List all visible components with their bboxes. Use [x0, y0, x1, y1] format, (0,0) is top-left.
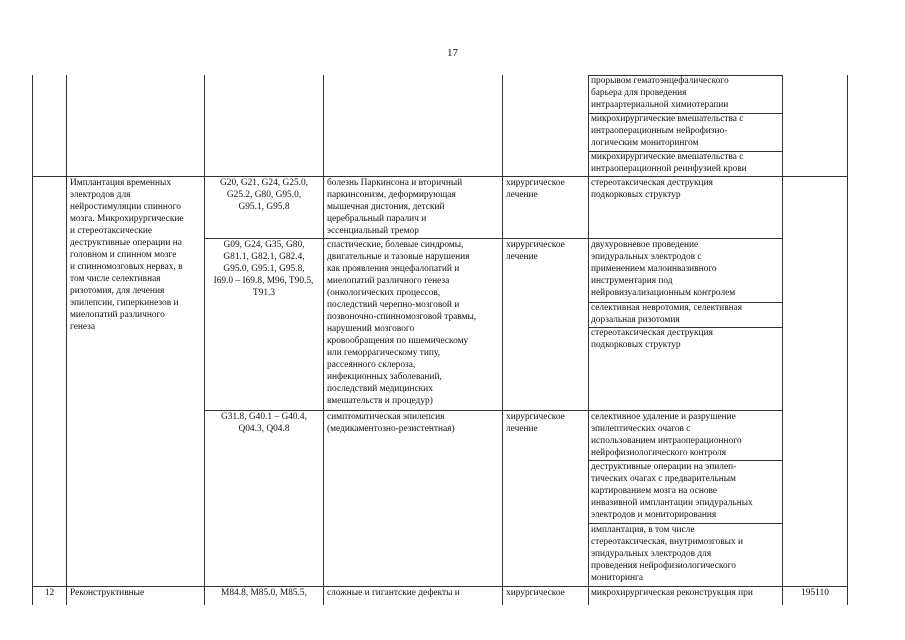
- method-text: проведения нейрофизиологического: [591, 561, 736, 571]
- disease-text: паркинсонизм, деформирующая: [327, 190, 456, 200]
- method-text: деструктивные операции на эпилеп-: [591, 462, 737, 472]
- treatment-type: лечение: [506, 252, 538, 262]
- disease-text: вмешательств и процедур): [327, 396, 433, 406]
- method-text: мониторинга: [591, 573, 644, 583]
- icd-codes: I69.0 – I69.8, M96, T90.5,: [213, 276, 314, 286]
- procedure-name: том числе селективная: [70, 274, 161, 284]
- rule-method-5: [588, 460, 782, 461]
- rule-col-2: [204, 75, 205, 605]
- method-text: эпидуральных электродов для: [591, 549, 712, 559]
- method-text: подкорковых структур: [591, 190, 681, 200]
- disease-text: симптоматическая эпилепсия: [327, 412, 445, 422]
- icd-codes: G95.0, G95.1, G95.8,: [223, 264, 305, 274]
- method-text: имплантация, в том числе: [591, 525, 695, 535]
- treatment-type: хирургическое: [506, 178, 565, 188]
- disease-text: эссенциальный тремор: [327, 226, 419, 236]
- method-text: дорзальная ризотомия: [591, 315, 680, 325]
- procedure-name: и стереотаксические: [70, 226, 153, 236]
- procedure-name: и спинномозговых нервах, в: [70, 262, 183, 272]
- disease-text: кровообращения по ишемическому: [327, 336, 469, 346]
- icd-codes: G31.8, G40.1 – G40.4,: [221, 412, 307, 422]
- method-text: тических очагах с предварительным: [591, 474, 736, 484]
- disease-text: последствий черепно-мозговой и: [327, 300, 460, 310]
- disease-text: болезнь Паркинсона и вторичный: [327, 178, 463, 188]
- disease-text: позвоночно-спинномозговой травмы,: [327, 312, 477, 322]
- rule-group-2: [204, 410, 782, 411]
- procedure-name: головном и спинном мозге: [70, 250, 177, 260]
- method-text: микрохирургические вмешательства с: [591, 114, 744, 124]
- rule-col-5: [588, 75, 589, 605]
- disease-text: мышечная дистония, детский: [327, 202, 445, 212]
- icd-codes: G25.2, G80, G95.0,: [226, 190, 302, 200]
- page-number: 17: [447, 47, 458, 59]
- method-text: стереотаксическая деструкция: [591, 178, 713, 188]
- method-text: селективное удаление и разрушение: [591, 412, 736, 422]
- method-text: нейровизуализационным контролем: [591, 288, 736, 298]
- disease-text: как проявления энцефалопатий и: [327, 264, 460, 274]
- disease-text: нарушений мозгового: [327, 324, 415, 334]
- disease-text: или геморрагическому типу,: [327, 348, 441, 358]
- method-text: использованием интраоперационного: [591, 436, 742, 446]
- icd-codes: G09, G24, G35, G80,: [223, 240, 305, 250]
- icd-codes: G20, G21, G24, G25.0,: [219, 178, 309, 188]
- method-text: инструментария под: [591, 276, 673, 286]
- row-number: 12: [44, 588, 55, 598]
- disease-text: церебральный паралич и: [327, 214, 427, 224]
- procedure-name: деструктивные операции на: [70, 238, 182, 248]
- method-text: стереотаксическая деструкция: [591, 328, 713, 338]
- procedure-name: миелопатий различного: [70, 310, 165, 320]
- method-text: микрохирургические вмешательства с: [591, 152, 744, 162]
- procedure-name: нейростимуляции спинного: [70, 202, 181, 212]
- method-text: интраоперационным нейрофизио-: [591, 126, 728, 136]
- treatment-type: хирургическое: [506, 588, 565, 598]
- method-text: применением малоинвазивного: [591, 264, 717, 274]
- method-text: инвазивной имплантации эпидуральных: [591, 498, 753, 508]
- method-text: нейрофизиологического контроля: [591, 448, 727, 458]
- procedure-name: Реконструктивные: [70, 588, 145, 598]
- method-text: интраоперационной реинфузией крови: [591, 164, 747, 174]
- rule-col-1: [66, 75, 67, 605]
- treatment-type: хирургическое: [506, 240, 565, 250]
- icd-codes: T91.3: [252, 288, 276, 298]
- treatment-type: хирургическое: [506, 412, 565, 422]
- method-text: стереотаксическая, внутримозговых и: [591, 537, 743, 547]
- procedure-name: мозга. Микрохирургические: [70, 214, 184, 224]
- method-text: селективная невротомия, селективная: [591, 303, 743, 313]
- rule-col-0: [32, 75, 33, 605]
- procedure-name: ризотомия, для лечения: [70, 286, 165, 296]
- rule-method-6: [588, 523, 782, 524]
- procedure-name: генеза: [70, 322, 96, 332]
- procedure-name: эпилепсии, гиперкинезов и: [70, 298, 179, 308]
- method-text: эпилептических очагов с: [591, 424, 691, 434]
- method-text: логическим мониторингом: [591, 138, 699, 148]
- rule-group-1: [204, 238, 782, 239]
- procedure-name: Имплантация временных: [70, 178, 172, 188]
- method-text: картированием мозга на основе: [591, 486, 718, 496]
- method-text: эпидуральных электродов с: [591, 252, 702, 262]
- method-text: двухуровневое проведение: [591, 240, 699, 250]
- disease-text: (медикаментозно-резистентная): [327, 424, 455, 434]
- disease-text: последствий медицинских: [327, 384, 433, 394]
- rule-col-7: [847, 75, 848, 605]
- icd-codes: G81.1, G82.1, G82.4,: [223, 252, 305, 262]
- rule-row12-top: [32, 586, 847, 587]
- icd-codes: M84.8, M85.0, M85.5,: [221, 588, 307, 598]
- method-text: прорывом гематоэнцефалического: [591, 76, 729, 86]
- rule-col-6: [782, 75, 783, 605]
- rule-row11-top: [32, 176, 847, 177]
- treatment-type: лечение: [506, 190, 538, 200]
- disease-text: рассеянного склероза,: [327, 360, 416, 370]
- treatment-type: лечение: [506, 424, 538, 434]
- method-text: микрохирургическая реконструкция при: [591, 588, 753, 598]
- rule-col-3: [323, 75, 324, 605]
- cost-value: 195110: [801, 588, 829, 598]
- procedure-name: электродов для: [70, 190, 131, 200]
- disease-text: сложные и гигантские дефекты и: [327, 588, 460, 598]
- method-text: интраартериальной химиотерапии: [591, 100, 729, 110]
- disease-text: спастические, болевые синдромы,: [327, 240, 464, 250]
- method-text: барьера для проведения: [591, 88, 687, 98]
- disease-text: двигательные и тазовые нарушения: [327, 252, 470, 262]
- disease-text: (онкологических процессов,: [327, 288, 441, 298]
- method-text: электродов и мониторирования: [591, 510, 717, 520]
- method-text: подкорковых структур: [591, 340, 681, 350]
- rule-col-4: [502, 75, 503, 605]
- disease-text: миелопатий различного генеза: [327, 276, 450, 286]
- disease-text: инфекционных заболеваний,: [327, 372, 442, 382]
- icd-codes: G95.1, G95.8: [238, 202, 290, 212]
- icd-codes: Q04.3, Q04.8: [238, 424, 290, 434]
